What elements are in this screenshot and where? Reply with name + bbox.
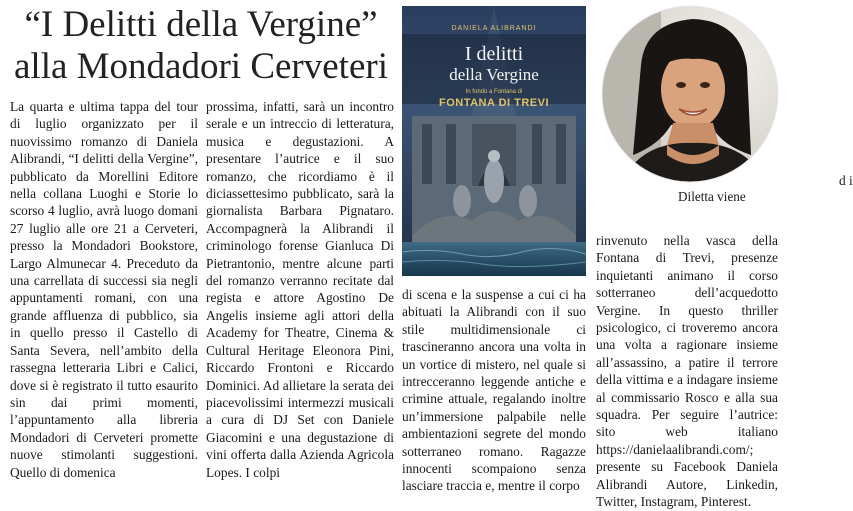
author-portrait: [601, 5, 779, 183]
column-2-text: prossima, infatti, sarà un incontro serale e un intreccio di letteratura, musica e degustazioni. A presentare l’autrice e il suo romanzo, che ricordiamo è il diciassettesimo pubblicato, sarà la giornalista Barbara Pignataro. Accompagnerà la Alibrandi il criminologo forense Gianluca Di Pietrantonio, mentre alcune parti del romanzo verranno recitate dal regista e attore Agostino De Angelis insieme agli attori della Academy for Theatre, Cinema & Cultural Heritage Eleonora Pini, Riccardo Frontoni e Riccardo Dominici. Ad allietare la serata dei piacevolissimi intermezzi musicali a cura di DJ Set con Daniele Giacomini e una degustazione di vini offerta dalla Azienda Agricola Lopes. I colpi: [206, 99, 394, 480]
headline-line-2: alla Mondadori Cerveteri: [14, 46, 388, 87]
author-photo: [601, 5, 779, 183]
cover-author: DANIELA ALIBRANDI: [451, 25, 537, 32]
column-4-text: rinvenuto nella vasca della Fontana di Trevi, presenze inquietanti animano il corso sotterraneo dell’acquedotto Vergine. In questo thriller psicologico, ci troveremo ancora una volta a ragionare insieme all’assassino, a patire il terrore della vittima e a indagare insieme al commissario Rosco e alla sua squadra. Per seguire l’autrice: sito web italiano https://danielaalibrandi.com/; presente su Facebook Daniela Alibrandi Autore, Linkedin, Twitter, Instagram, Pinterest.: [596, 233, 778, 510]
article-column-2: [206, 98, 394, 481]
cover-title-line-1: I delitti: [464, 43, 524, 65]
cover-subtitle: In fondo a Fontana di: [465, 89, 523, 95]
headline-line-1: “I Delitti della Vergine”: [24, 4, 378, 45]
cover-place: FONTANA DI TREVI: [438, 97, 550, 109]
article-column-4: [596, 173, 853, 511]
book-cover-image: [402, 6, 586, 276]
article-column-3: [402, 286, 586, 495]
article-headline: [10, 4, 392, 88]
column-3-text: di scena e la suspense a cui ci ha abituati la Alibrandi con il suo stile multidimensionale ci trascineranno ancora una volta in un vortice di mistero, nel quale si intrecceranno leggende antiche e crimine attuale, regalando inoltre un’immersione palpabile nelle ambientazioni segrete del mondo sotterraneo romano. Ragazze innocenti scompaiono senza lasciare traccia e, mentre il corpo: [402, 287, 586, 494]
cover-title-line-2: della Vergine: [449, 65, 539, 84]
column-4-fragment-di: d i: [839, 173, 853, 188]
column-4-fragment-diletta: Diletta viene: [678, 189, 746, 204]
book-cover-illustration: [402, 6, 586, 276]
article-column-1: [10, 98, 198, 481]
column-1-text: La quarta e ultima tappa del tour di luglio organizzato per il nuovissimo romanzo di Daniela Alibrandi, “I delitti della Vergine”, pubblicato da Morellini Editore nella collana Luoghi e Storie lo scorso 4 luglio, avrà luogo domani 27 luglio alle ore 21 a Cerveteri, presso la Mondadori Bookstore, Largo Almunecar 4. Preceduto da una carrellata di successi sia negli appuntamenti romani, con una grande affluenza di pubblico, sia in quello presso il Castello di Santa Severa, nell’ambito della rassegna letteraria Libri e Calici, dove si è registrato il tutto esaurito sin dai primi momenti, l’appuntamento alla libreria Mondadori di Cerveteri promette nuove stimolanti suggestioni. Quello di domenica: [10, 99, 198, 480]
